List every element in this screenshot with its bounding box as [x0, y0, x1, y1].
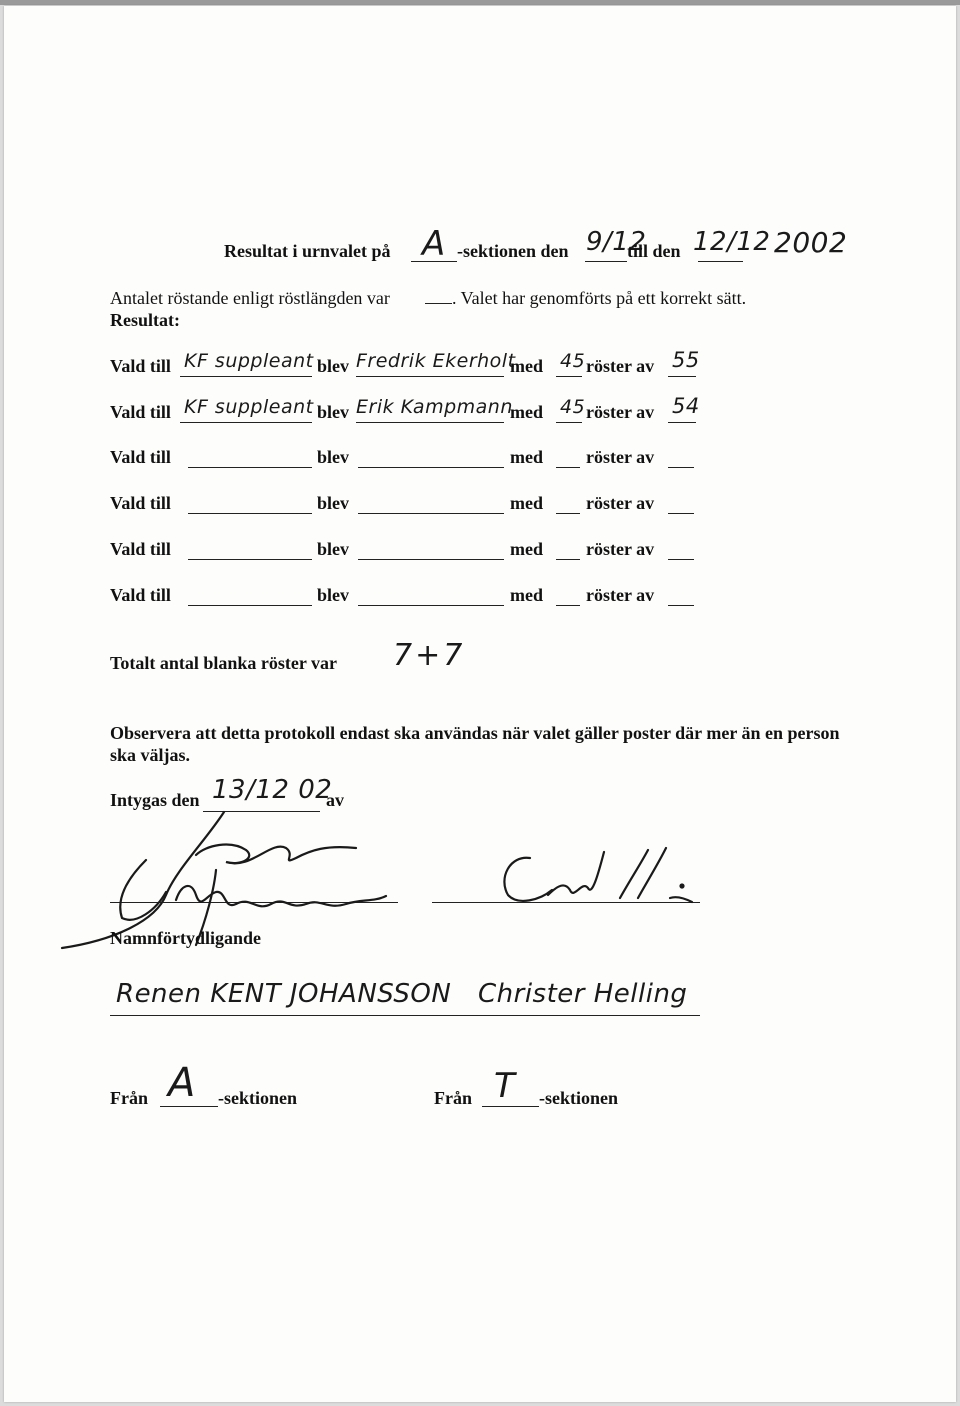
vald-till-label: Vald till	[110, 402, 171, 422]
name-right: Christer Helling	[478, 979, 688, 1009]
total-value: 55	[672, 348, 700, 372]
name-line-left	[110, 1015, 450, 1016]
votes-line	[556, 605, 580, 606]
vald-till-label: Vald till	[110, 447, 171, 467]
elected-line	[356, 376, 504, 377]
header-prefix: Resultat i urnvalet på	[224, 241, 391, 261]
from-right-section: T	[494, 1066, 516, 1106]
blev-label: blev	[317, 493, 350, 513]
intro-before-count: Antalet röstande enligt röstlängden var	[110, 288, 390, 308]
vald-till-label: Vald till	[110, 539, 171, 559]
votes-value: 45	[560, 350, 586, 372]
from-left-line	[160, 1106, 218, 1107]
header-sektionen-den: -sektionen den	[457, 241, 569, 261]
total-line	[668, 422, 696, 423]
voter-count-line	[425, 303, 452, 304]
med-label: med	[510, 447, 543, 467]
vald-till-label: Vald till	[110, 356, 171, 376]
from-right-line	[482, 1106, 539, 1107]
med-label: med	[510, 539, 543, 559]
header-section-value: A	[422, 224, 446, 264]
total-line	[668, 376, 696, 377]
roster-av-label: röster av	[586, 356, 655, 376]
from-left-prefix: Från	[110, 1088, 148, 1108]
signature-right	[470, 840, 710, 920]
roster-av-label: röster av	[586, 447, 655, 467]
av-label: av	[326, 790, 344, 810]
from-date-line	[585, 261, 627, 262]
intro-after-count: . Valet har genomförts på ett korrekt sätt.	[452, 288, 747, 308]
blev-label: blev	[317, 585, 350, 605]
roster-av-label: röster av	[586, 539, 655, 559]
votes-line	[556, 559, 580, 560]
position-line	[188, 513, 312, 514]
intygas-label: Intygas den	[110, 790, 200, 810]
name-left: Renen KENT JOHANSSON	[116, 979, 452, 1009]
vald-till-label: Vald till	[110, 585, 171, 605]
votes-line	[556, 376, 582, 377]
resultat-label: Resultat:	[110, 310, 180, 330]
votes-line	[556, 422, 582, 423]
elected-value: Fredrik Ekerholt	[356, 350, 516, 372]
votes-line	[556, 513, 580, 514]
med-label: med	[510, 493, 543, 513]
elected-line	[356, 422, 504, 423]
vald-till-label: Vald till	[110, 493, 171, 513]
from-right-suffix: -sektionen	[539, 1088, 619, 1108]
total-value: 54	[672, 394, 700, 418]
roster-av-label: röster av	[586, 493, 655, 513]
total-line	[668, 605, 694, 606]
position-line	[180, 422, 312, 423]
from-right-prefix: Från	[434, 1088, 472, 1108]
elected-value: Erik Kampmann	[356, 396, 513, 418]
roster-av-label: röster av	[586, 585, 655, 605]
cert-date: 13/12 02	[212, 775, 333, 805]
elected-line	[358, 559, 504, 560]
votes-value: 45	[560, 396, 586, 418]
blank-votes-label: Totalt antal blanka röster var	[110, 653, 338, 673]
position-line	[188, 467, 312, 468]
position-value: KF suppleant	[184, 350, 314, 372]
med-label: med	[510, 585, 543, 605]
header-to-date: 12/12	[693, 227, 771, 257]
med-label: med	[510, 402, 543, 422]
med-label: med	[510, 356, 543, 376]
blev-label: blev	[317, 402, 350, 422]
protocol-sheet	[4, 6, 956, 1402]
position-value: KF suppleant	[184, 396, 314, 418]
blank-votes-value: 7+7	[393, 638, 466, 673]
scan-top-edge	[0, 0, 960, 5]
header-till-den: till den	[627, 241, 681, 261]
to-date-line	[698, 261, 743, 262]
elected-line	[358, 605, 504, 606]
votes-line	[556, 467, 580, 468]
blev-label: blev	[317, 539, 350, 559]
roster-av-label: röster av	[586, 402, 655, 422]
names-label: Namnförtydligande	[110, 928, 262, 948]
blev-label: blev	[317, 447, 350, 467]
from-left-suffix: -sektionen	[218, 1088, 298, 1108]
header-year: 2002	[774, 226, 848, 259]
position-line	[188, 559, 312, 560]
total-line	[668, 467, 694, 468]
total-line	[668, 513, 694, 514]
name-line-right	[450, 1015, 700, 1016]
total-line	[668, 559, 694, 560]
from-left-section: A	[168, 1060, 196, 1106]
header-from-date: 9/12	[586, 227, 647, 257]
observation-note: Observera att detta protokoll endast ska användas när valet gäller poster där mer än en person ska väljas.	[110, 723, 840, 765]
position-line	[188, 605, 312, 606]
blev-label: blev	[317, 356, 350, 376]
elected-line	[358, 513, 504, 514]
elected-line	[358, 467, 504, 468]
position-line	[180, 376, 312, 377]
